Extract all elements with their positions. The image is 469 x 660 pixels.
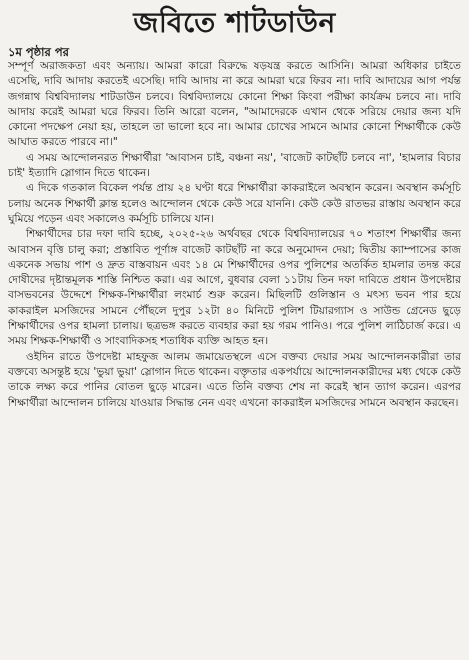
paragraph-1: সম্পূর্ণ অরাজকতা এবং অন্যায়। আমরা কারো বিরুদ্ধে ষড়যন্ত্র করতে আসিনি। আমরা অধিকার চাইতে এসেছি, দাবি আদায় করতেই এসেছি। দাবি আদায় না করে আমরা ঘরে ফিরব না। দাবি আদায়ের আগ পর্যন্ত জগন্নাথ বিশ্ববিদ্যালয় শাটডাউন চলবে। বিশ্ববিদ্যালয়ে কোনো শিক্ষা কিংবা পরীক্ষা কার্যক্রম চলবে না। দাবি আদায় করেই আমরা ঘরে ফিরব। তিনি আরো বলেন, "আমাদেরকে এখান থেকে সরিয়ে দেয়ার জন্য যদি কোনো পদক্ষেপ নেয়া হয়, তাহলে তা ভালো হবে না। আমার চোখের সামনে আমার কোনো শিক্ষার্থীকে কেউ আঘাত করতে পারবে না।" bbox=[8, 60, 461, 149]
headline: জবিতে শাটডাউন bbox=[133, 6, 336, 39]
continued-from-label: ১ম পৃষ্ঠার পর bbox=[8, 45, 69, 59]
article-body bbox=[8, 59, 461, 656]
paragraph-3: এ দিকে গতকাল বিকেল পর্যন্ত প্রায় ২৪ ঘণ্টা ধরে শিক্ষার্থীরা কাকরাইলে অবস্থান করেন। অবস্থান কর্মসূচি চলায় অনেক শিক্ষার্থী ক্লান্ত হলেও আন্দোলন থেকে কেউ সরে যাননি। কেউ কেউ রাতভর রাস্তায় অবস্থান করে ঘুমিয়ে পড়েন এবং সকালেও কর্মসূচি চালিয়ে যান। bbox=[8, 182, 461, 225]
paragraph-4: শিক্ষার্থীদের চার দফা দাবি হচ্ছে, ২০২৫-২৬ অর্থবছর থেকে বিশ্ববিদ্যালয়ের ৭০ শতাংশ শিক্ষার্থীর জন্য আবাসন বৃত্তি চালু করা; প্রস্তাবিত পূর্ণাঙ্গ বাজেট কাটছাঁট না করে অনুমোদন দেয়া; দ্বিতীয় ক্যাম্পাসের কাজ একনেক সভায় পাশ ও দ্রুত বাস্তবায়ন এবং ১৪ মে শিক্ষার্থীদের ওপর পুলিশের অতর্কিত হামলার তদন্ত করে দোষীদের দৃষ্টান্তমূলক শাস্তি নিশ্চিত করা। এর আগে, বুধবার বেলা ১১টায় তিন দফা দাবিতে প্রধান উপদেষ্টার বাসভবনের উদ্দেশে শিক্ষক-শিক্ষার্থীরা লংমার্চ শুরু করেন। মিছিলটি গুলিস্তান ও মৎস্য ভবন পার হয়ে কাকরাইল মসজিদের সামনে পৌঁছলে দুপুর ১২টা ৪০ মিনিটে পুলিশ টিয়ারগ্যাস ও সাউন্ড গ্রেনেড ছুড়ে শিক্ষার্থীদের ওপর হামলা চালায়। ছত্রভঙ্গ করতে ব্যবহার করা হয় গরম পানিও। পরে পুলিশ লাঠিচার্জ করে। এ সময় শিক্ষক-শিক্ষার্থী ও সাংবাদিকসহ শতাধিক ব্যক্তি আহত হন। bbox=[8, 228, 461, 348]
paragraph-2: এ সময় আন্দোলনরত শিক্ষার্থীরা 'আবাসন চাই, বঞ্চনা নয়', 'বাজেট কাটছাঁট চলবে না', 'হামলার বিচার চাই' ইত্যাদি স্লোগান দিতে থাকেন। bbox=[8, 151, 461, 180]
paragraph-5: ওইদিন রাতে উপদেষ্টা মাহফুজ আলম জমায়েতস্থলে এসে বক্তব্য দেয়ার সময় আন্দোলনকারীরা তার বক্তব্যে অসন্তুষ্ট হয়ে 'ভুয়া ভুয়া' স্লোগান দিতে থাকেন। বক্তৃতার একপর্যায়ে আন্দোলনকারীদের মধ্য থেকে কেউ তাকে লক্ষ্য করে পানির বোতল ছুড়ে মারেন। এতে তিনি বক্তব্য শেষ না করেই স্থান ত্যাগ করেন। এরপর শিক্ষার্থীরা আন্দোলন চালিয়ে যাওয়ার সিদ্ধান্ত নেন এবং এখনো কাকরাইল মসজিদের সামনে অবস্থান করছেন। bbox=[8, 350, 461, 409]
